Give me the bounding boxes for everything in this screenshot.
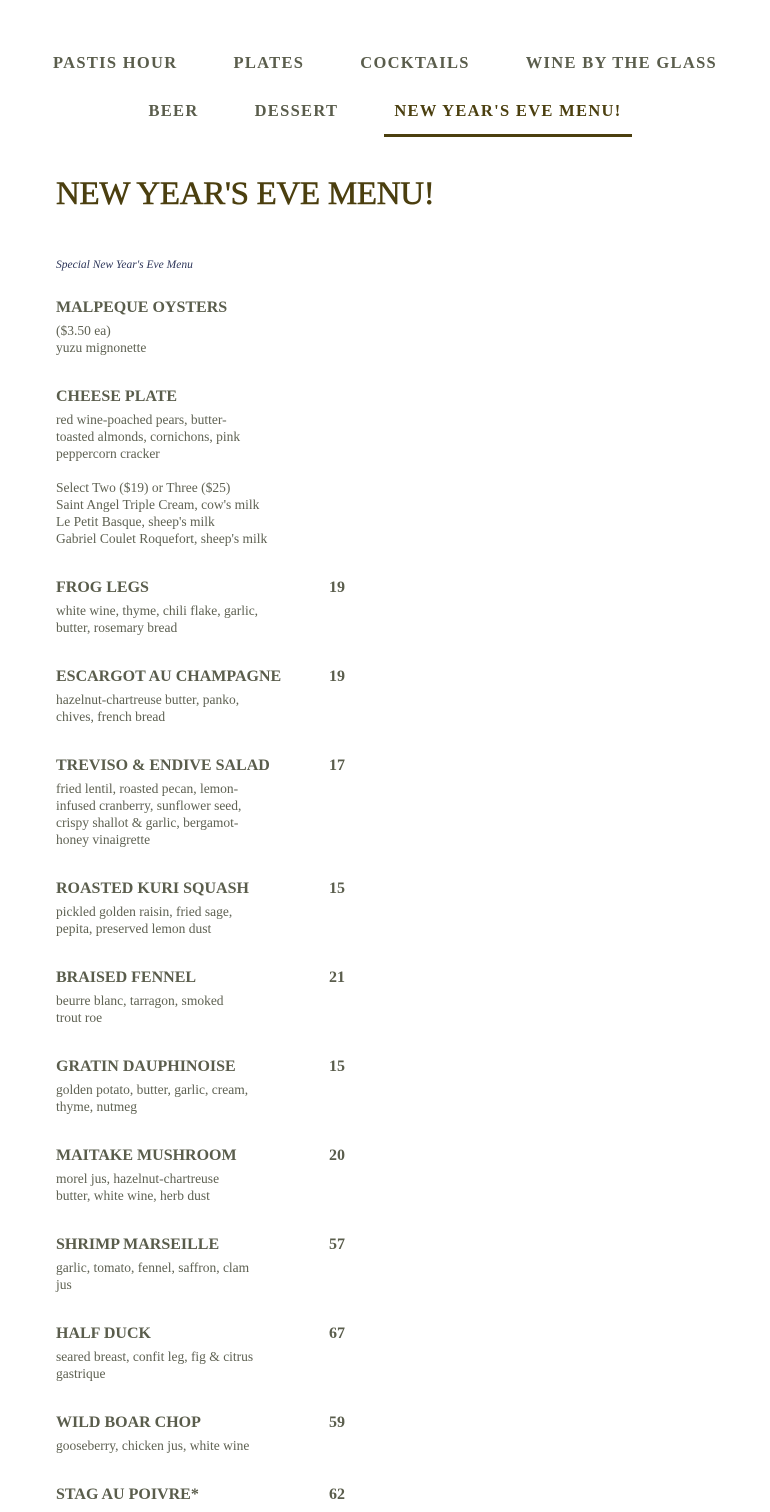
menu-item-price: 21 bbox=[329, 969, 345, 986]
menu-item-description bbox=[56, 1170, 306, 1204]
menu-item-description bbox=[56, 903, 306, 937]
nav-tab-plates[interactable]: PLATES bbox=[233, 53, 305, 72]
menu-item-name: MAITAKE MUSHROOM bbox=[56, 1147, 237, 1164]
menu-item-price: 19 bbox=[329, 668, 345, 685]
nav-tab-dessert[interactable]: DESSERT bbox=[254, 101, 339, 120]
menu-item-price: 67 bbox=[329, 1325, 345, 1342]
menu-item-description bbox=[56, 602, 306, 636]
menu-item-name: ESCARGOT AU CHAMPAGNE bbox=[56, 668, 282, 685]
nav-tab-wine-by-the-glass[interactable]: WINE BY THE GLASS bbox=[525, 53, 718, 72]
menu-item-description bbox=[56, 1081, 306, 1115]
description-line: hazelnut-chartreuse butter, panko, bbox=[56, 692, 240, 707]
nav-tab-pastis-hour[interactable]: PASTIS HOUR bbox=[52, 53, 178, 72]
description-line: Saint Angel Triple Cream, cow's milk bbox=[56, 497, 260, 512]
menu-item-price: 20 bbox=[329, 1147, 345, 1164]
menu-item-description bbox=[56, 1348, 306, 1382]
description-line: seared breast, confit leg, fig & citrus bbox=[56, 1349, 254, 1364]
description-line: infused cranberry, sunflower seed, bbox=[56, 798, 242, 813]
nav-tab-beer[interactable]: BEER bbox=[148, 101, 199, 120]
description-line: Gabriel Coulet Roquefort, sheep's milk bbox=[56, 531, 268, 546]
description-line: butter, rosemary bread bbox=[56, 620, 178, 635]
description-line: yuzu mignonette bbox=[56, 340, 147, 355]
menu-item-name: CHEESE PLATE bbox=[56, 388, 178, 405]
description-line: honey vinaigrette bbox=[56, 832, 151, 847]
menu-item-description bbox=[56, 411, 306, 462]
description-line: ($3.50 ea) bbox=[56, 323, 111, 338]
nav-row-2 bbox=[0, 100, 770, 137]
menu-item-description bbox=[56, 1437, 306, 1454]
description-line: Select Two ($19) or Three ($25) bbox=[56, 480, 231, 495]
description-line: gooseberry, chicken jus, white wine bbox=[56, 1438, 250, 1453]
description-line: white wine, thyme, chili flake, garlic, bbox=[56, 603, 259, 618]
description-line: peppercorn cracker bbox=[56, 446, 160, 461]
menu-item-name: WILD BOAR CHOP bbox=[56, 1414, 201, 1431]
nav-tab-new-years-eve-menu[interactable]: NEW YEAR'S EVE MENU! bbox=[384, 100, 631, 137]
menu-item-price: 17 bbox=[329, 757, 345, 774]
page-title: NEW YEAR'S EVE MENU! bbox=[56, 176, 435, 212]
description-line: butter, white wine, herb dust bbox=[56, 1188, 210, 1203]
nav-row-1 bbox=[0, 52, 770, 89]
menu-item-name: ROASTED KURI SQUASH bbox=[56, 880, 249, 897]
menu-item-name: HALF DUCK bbox=[56, 1325, 151, 1342]
cheese-selection bbox=[56, 479, 306, 547]
description-line: morel jus, hazelnut-chartreuse bbox=[56, 1171, 220, 1186]
menu-item-name: MALPEQUE OYSTERS bbox=[56, 299, 228, 316]
menu-item-name: STAG AU POIVRE* bbox=[56, 1486, 199, 1503]
menu-item-name: BRAISED FENNEL bbox=[56, 969, 197, 986]
description-line: gastrique bbox=[56, 1366, 106, 1381]
description-line: beurre blanc, tarragon, smoked bbox=[56, 993, 224, 1008]
menu-item-name: GRATIN DAUPHINOISE bbox=[56, 1058, 236, 1075]
description-line: toasted almonds, cornichons, pink bbox=[56, 429, 241, 444]
description-line: pepita, preserved lemon dust bbox=[56, 921, 212, 936]
menu-item-name: TREVISO & ENDIVE SALAD bbox=[56, 757, 270, 774]
description-line: garlic, tomato, fennel, saffron, clam bbox=[56, 1260, 250, 1275]
description-line: pickled golden raisin, fried sage, bbox=[56, 904, 233, 919]
description-line: chives, french bread bbox=[56, 709, 166, 724]
menu-item-price: 19 bbox=[329, 579, 345, 596]
menu-item-price: 62 bbox=[329, 1486, 345, 1503]
description-line: crispy shallot & garlic, bergamot- bbox=[56, 815, 239, 830]
menu-item-description bbox=[56, 322, 306, 356]
menu-item-name: SHRIMP MARSEILLE bbox=[56, 1236, 220, 1253]
menu-item-price: 15 bbox=[329, 880, 345, 897]
menu-item-price: 15 bbox=[329, 1058, 345, 1075]
description-line: golden potato, butter, garlic, cream, bbox=[56, 1082, 249, 1097]
menu-item-description bbox=[56, 1259, 306, 1293]
menu-item-description bbox=[56, 691, 306, 725]
menu-subtitle: Special New Year's Eve Menu bbox=[56, 259, 193, 271]
menu-item-description bbox=[56, 992, 306, 1026]
menu-item-name: FROG LEGS bbox=[56, 579, 149, 596]
menu-item-description bbox=[56, 780, 306, 848]
nav-tab-cocktails[interactable]: COCKTAILS bbox=[360, 53, 470, 72]
menu-item-price: 57 bbox=[329, 1236, 345, 1253]
description-line: thyme, nutmeg bbox=[56, 1099, 137, 1114]
description-line: trout roe bbox=[56, 1010, 103, 1025]
description-line: Le Petit Basque, sheep's milk bbox=[56, 514, 215, 529]
description-line: jus bbox=[56, 1277, 72, 1292]
description-line: fried lentil, roasted pecan, lemon- bbox=[56, 781, 239, 796]
menu-item-price: 59 bbox=[329, 1414, 345, 1431]
description-line: red wine-poached pears, butter- bbox=[56, 412, 227, 427]
